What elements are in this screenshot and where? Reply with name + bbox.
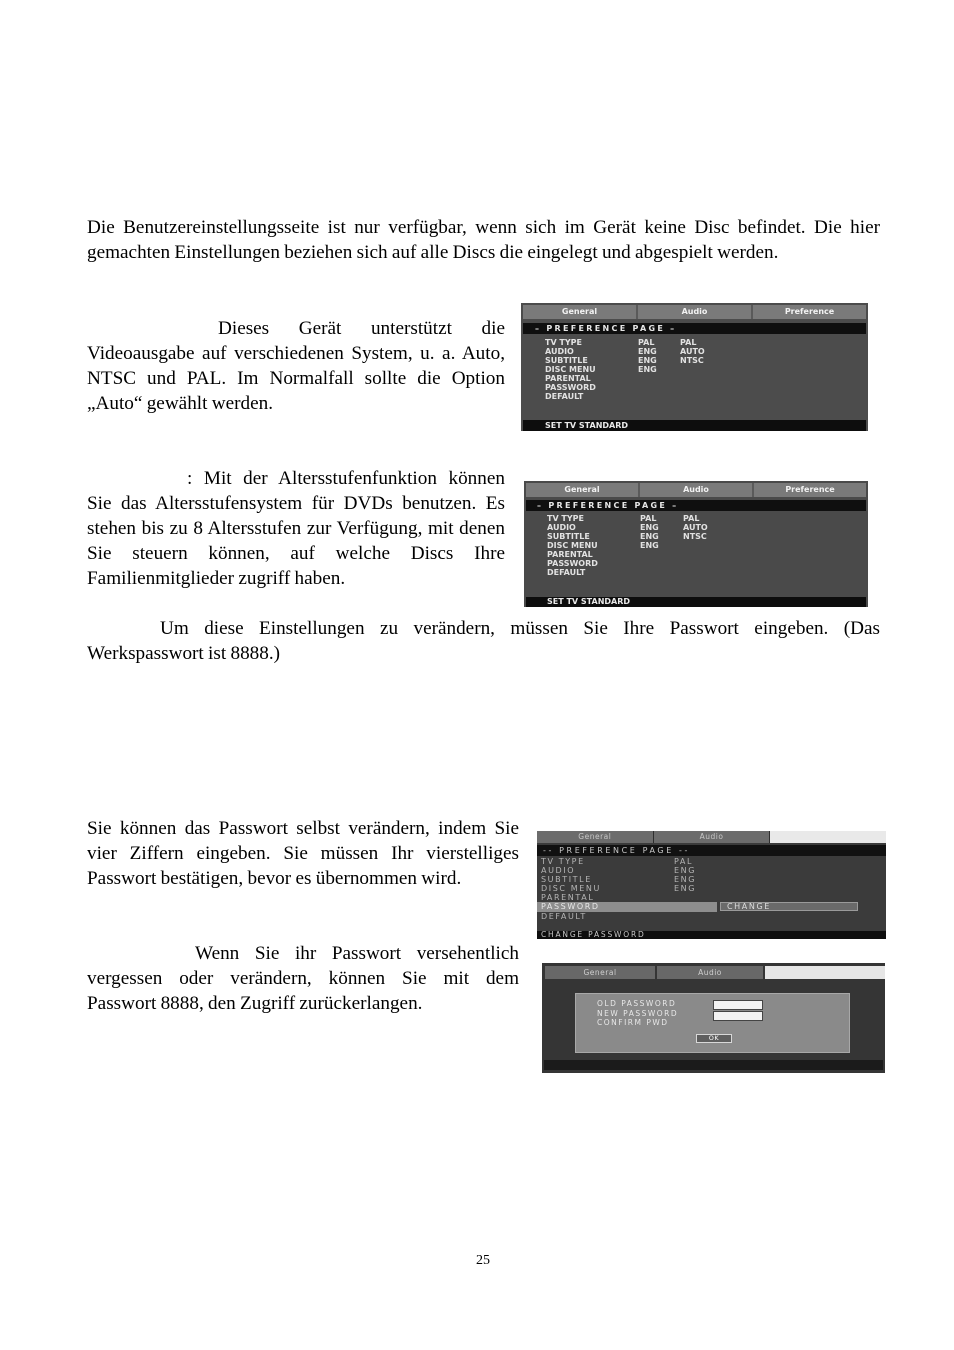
menu-row-password-highlighted <box>537 902 886 911</box>
text-line: stehen bis zu 8 Altersstufen zur Verfügung, mit denen <box>87 518 505 539</box>
text-line: vier Ziffern eingeben. Sie müssen Ihr vierstelliges <box>87 843 519 864</box>
password-dialog <box>575 993 850 1053</box>
menu-item-label: DISC MENU <box>547 540 598 550</box>
menu-heading: – PREFERENCE PAGE – <box>523 323 866 334</box>
menu-row-tv-type <box>537 857 886 866</box>
text-line: : Mit der Altersstufenfunktion können <box>187 468 505 489</box>
tab-general: General <box>537 831 653 843</box>
menu-row-audio <box>545 347 705 356</box>
menu-item-label: TV TYPE <box>547 513 585 523</box>
menu-item-label: PASSWORD <box>541 902 600 912</box>
text-line: Werkspasswort ist 8888.) <box>87 643 281 664</box>
menu-item-option: NTSC <box>680 355 704 365</box>
parental-paragraph <box>87 466 505 591</box>
menu-row-audio <box>537 866 886 875</box>
text-line: Passwort 8888, den Zugriff zurückerlangen. <box>87 993 423 1014</box>
menu-item-value: PAL <box>638 337 655 347</box>
menu-item-label: SUBTITLE <box>545 355 588 365</box>
text-line: Passwort bestätigen, bevor es übernommen wird. <box>87 868 462 889</box>
menu-item-label: DISC MENU <box>541 884 601 894</box>
intro-paragraph <box>87 215 880 265</box>
tab-general: General <box>545 966 655 979</box>
text-line: Sie können das Passwort selbst verändern, indem Sie <box>87 818 519 839</box>
menu-item-value: ENG <box>638 364 657 374</box>
menu-item-option: PAL <box>680 337 697 347</box>
tab-audio: Audio <box>657 966 763 979</box>
menu-item-value: ENG <box>640 522 659 532</box>
menu-row-disc-menu <box>537 884 886 893</box>
parental-menu-screenshot <box>524 481 868 607</box>
menu-tabs <box>545 966 885 979</box>
menu-item-value: ENG <box>638 355 657 365</box>
menu-heading: -- PREFERENCE PAGE -- <box>537 845 886 856</box>
menu-item-label: TV TYPE <box>545 337 583 347</box>
menu-item-label: PARENTAL <box>545 373 591 383</box>
menu-item-label: PASSWORD <box>547 558 598 568</box>
tab-selected <box>765 966 885 979</box>
menu-row-subtitle <box>547 532 708 541</box>
text-line: „Auto“ gewählt werden. <box>87 393 274 414</box>
menu-item-label: DEFAULT <box>547 567 586 577</box>
tab-audio: Audio <box>640 483 752 497</box>
menu-item-label: DISC MENU <box>545 364 596 374</box>
text-line: Wenn Sie ihr Passwort versehentlich <box>195 943 519 964</box>
menu-row-audio <box>547 523 708 532</box>
forgot-password-paragraph <box>87 941 519 1016</box>
password-dialog-screenshot <box>542 963 885 1073</box>
menu-row-default <box>547 568 708 577</box>
menu-tabs <box>537 831 886 843</box>
text-line: gemachten Einstellungen beziehen sich auf alle Discs die eingelegt und abgespielt werden. <box>87 242 779 263</box>
menu-item-label: AUDIO <box>541 865 576 875</box>
menu-row-disc-menu <box>547 541 708 550</box>
menu-tabs <box>523 305 866 319</box>
tv-standard-menu-screenshot <box>521 303 868 431</box>
tab-audio: Audio <box>654 831 770 843</box>
change-option: CHANGE <box>720 902 858 911</box>
menu-item-value: ENG <box>640 540 659 550</box>
menu-item-option: NTSC <box>683 531 707 541</box>
menu-row-tv-type <box>547 514 708 523</box>
text-line: vergessen oder verändern, können Sie mit dem <box>87 968 519 989</box>
old-password-field <box>713 1000 763 1010</box>
text-line: Um diese Einstellungen zu verändern, müssen Sie Ihre Passwort eingeben. (Das <box>160 618 880 639</box>
menu-item-value: ENG <box>674 865 697 875</box>
menu-row-parental <box>545 374 705 383</box>
parental-note-paragraph <box>87 616 880 666</box>
menu-rows <box>547 514 708 577</box>
menu-item-label: SUBTITLE <box>541 874 592 884</box>
tab-preference: Preference <box>754 483 866 497</box>
menu-item-value: PAL <box>674 856 694 866</box>
new-password-field <box>713 1011 763 1021</box>
confirm-password-label: CONFIRM PWD <box>597 1017 669 1027</box>
text-line: Sie das Altersstufensystem für DVDs benutzen. Es <box>87 493 505 514</box>
tab-selected <box>770 831 886 843</box>
tab-general: General <box>523 305 636 319</box>
menu-item-option: PAL <box>683 513 700 523</box>
dialog-status-bar <box>544 1060 883 1070</box>
menu-item-value: ENG <box>674 874 697 884</box>
menu-item-option: AUTO <box>683 522 708 532</box>
menu-item-value: ENG <box>674 884 697 894</box>
new-password-label: NEW PASSWORD <box>597 1008 679 1018</box>
menu-footer-hint: SET TV STANDARD <box>526 597 866 607</box>
menu-rows <box>545 338 705 401</box>
menu-row-password <box>545 383 705 392</box>
text-line: Dieses Gerät unterstützt die <box>218 318 505 339</box>
menu-item-label: PARENTAL <box>547 549 593 559</box>
menu-item-label: PARENTAL <box>541 893 595 903</box>
menu-item-label: DEFAULT <box>545 391 584 401</box>
menu-item-label: PASSWORD <box>545 382 596 392</box>
menu-row-parental <box>537 893 886 902</box>
menu-row-default <box>537 912 886 921</box>
menu-item-value: ENG <box>640 531 659 541</box>
menu-item-option: AUTO <box>680 346 705 356</box>
menu-tabs <box>526 483 866 497</box>
tab-audio: Audio <box>638 305 751 319</box>
text-line: Sie steuern können, auf welche Discs Ihre <box>87 543 505 564</box>
menu-item-value: PAL <box>640 513 657 523</box>
menu-rows <box>537 857 886 921</box>
tv-type-paragraph <box>87 316 505 416</box>
password-paragraph <box>87 816 519 891</box>
ok-button: OK <box>696 1034 732 1043</box>
menu-item-label: AUDIO <box>547 522 576 532</box>
menu-row-parental <box>547 550 708 559</box>
text-line: Familienmitglieder zugriff haben. <box>87 568 346 589</box>
text-line: NTSC und PAL. Im Normalfall sollte die Option <box>87 368 505 389</box>
old-password-label: OLD PASSWORD <box>597 998 677 1008</box>
text-line: Die Benutzereinstellungsseite ist nur verfügbar, wenn sich im Gerät keine Disc befindet. Die hier <box>87 217 880 238</box>
menu-row-subtitle <box>545 356 705 365</box>
menu-item-label: AUDIO <box>545 346 574 356</box>
menu-item-value: ENG <box>638 346 657 356</box>
page-number: 25 <box>476 1253 490 1268</box>
tab-preference: Preference <box>753 305 866 319</box>
menu-row-disc-menu <box>545 365 705 374</box>
menu-heading: – PREFERENCE PAGE – <box>526 500 866 511</box>
menu-row-default <box>545 392 705 401</box>
menu-footer-hint: SET TV STANDARD <box>523 420 866 431</box>
menu-row-tv-type <box>545 338 705 347</box>
menu-item-label: SUBTITLE <box>547 531 590 541</box>
menu-row-password <box>547 559 708 568</box>
menu-footer-hint: CHANGE PASSWORD <box>537 931 886 939</box>
change-password-menu-screenshot <box>537 831 886 939</box>
menu-row-subtitle <box>537 875 886 884</box>
tab-general: General <box>526 483 638 497</box>
menu-item-label: DEFAULT <box>541 911 587 921</box>
menu-item-label: TV TYPE <box>541 856 585 866</box>
text-line: Videoausgabe auf verschiedenen System, u. a. Auto, <box>87 343 505 364</box>
